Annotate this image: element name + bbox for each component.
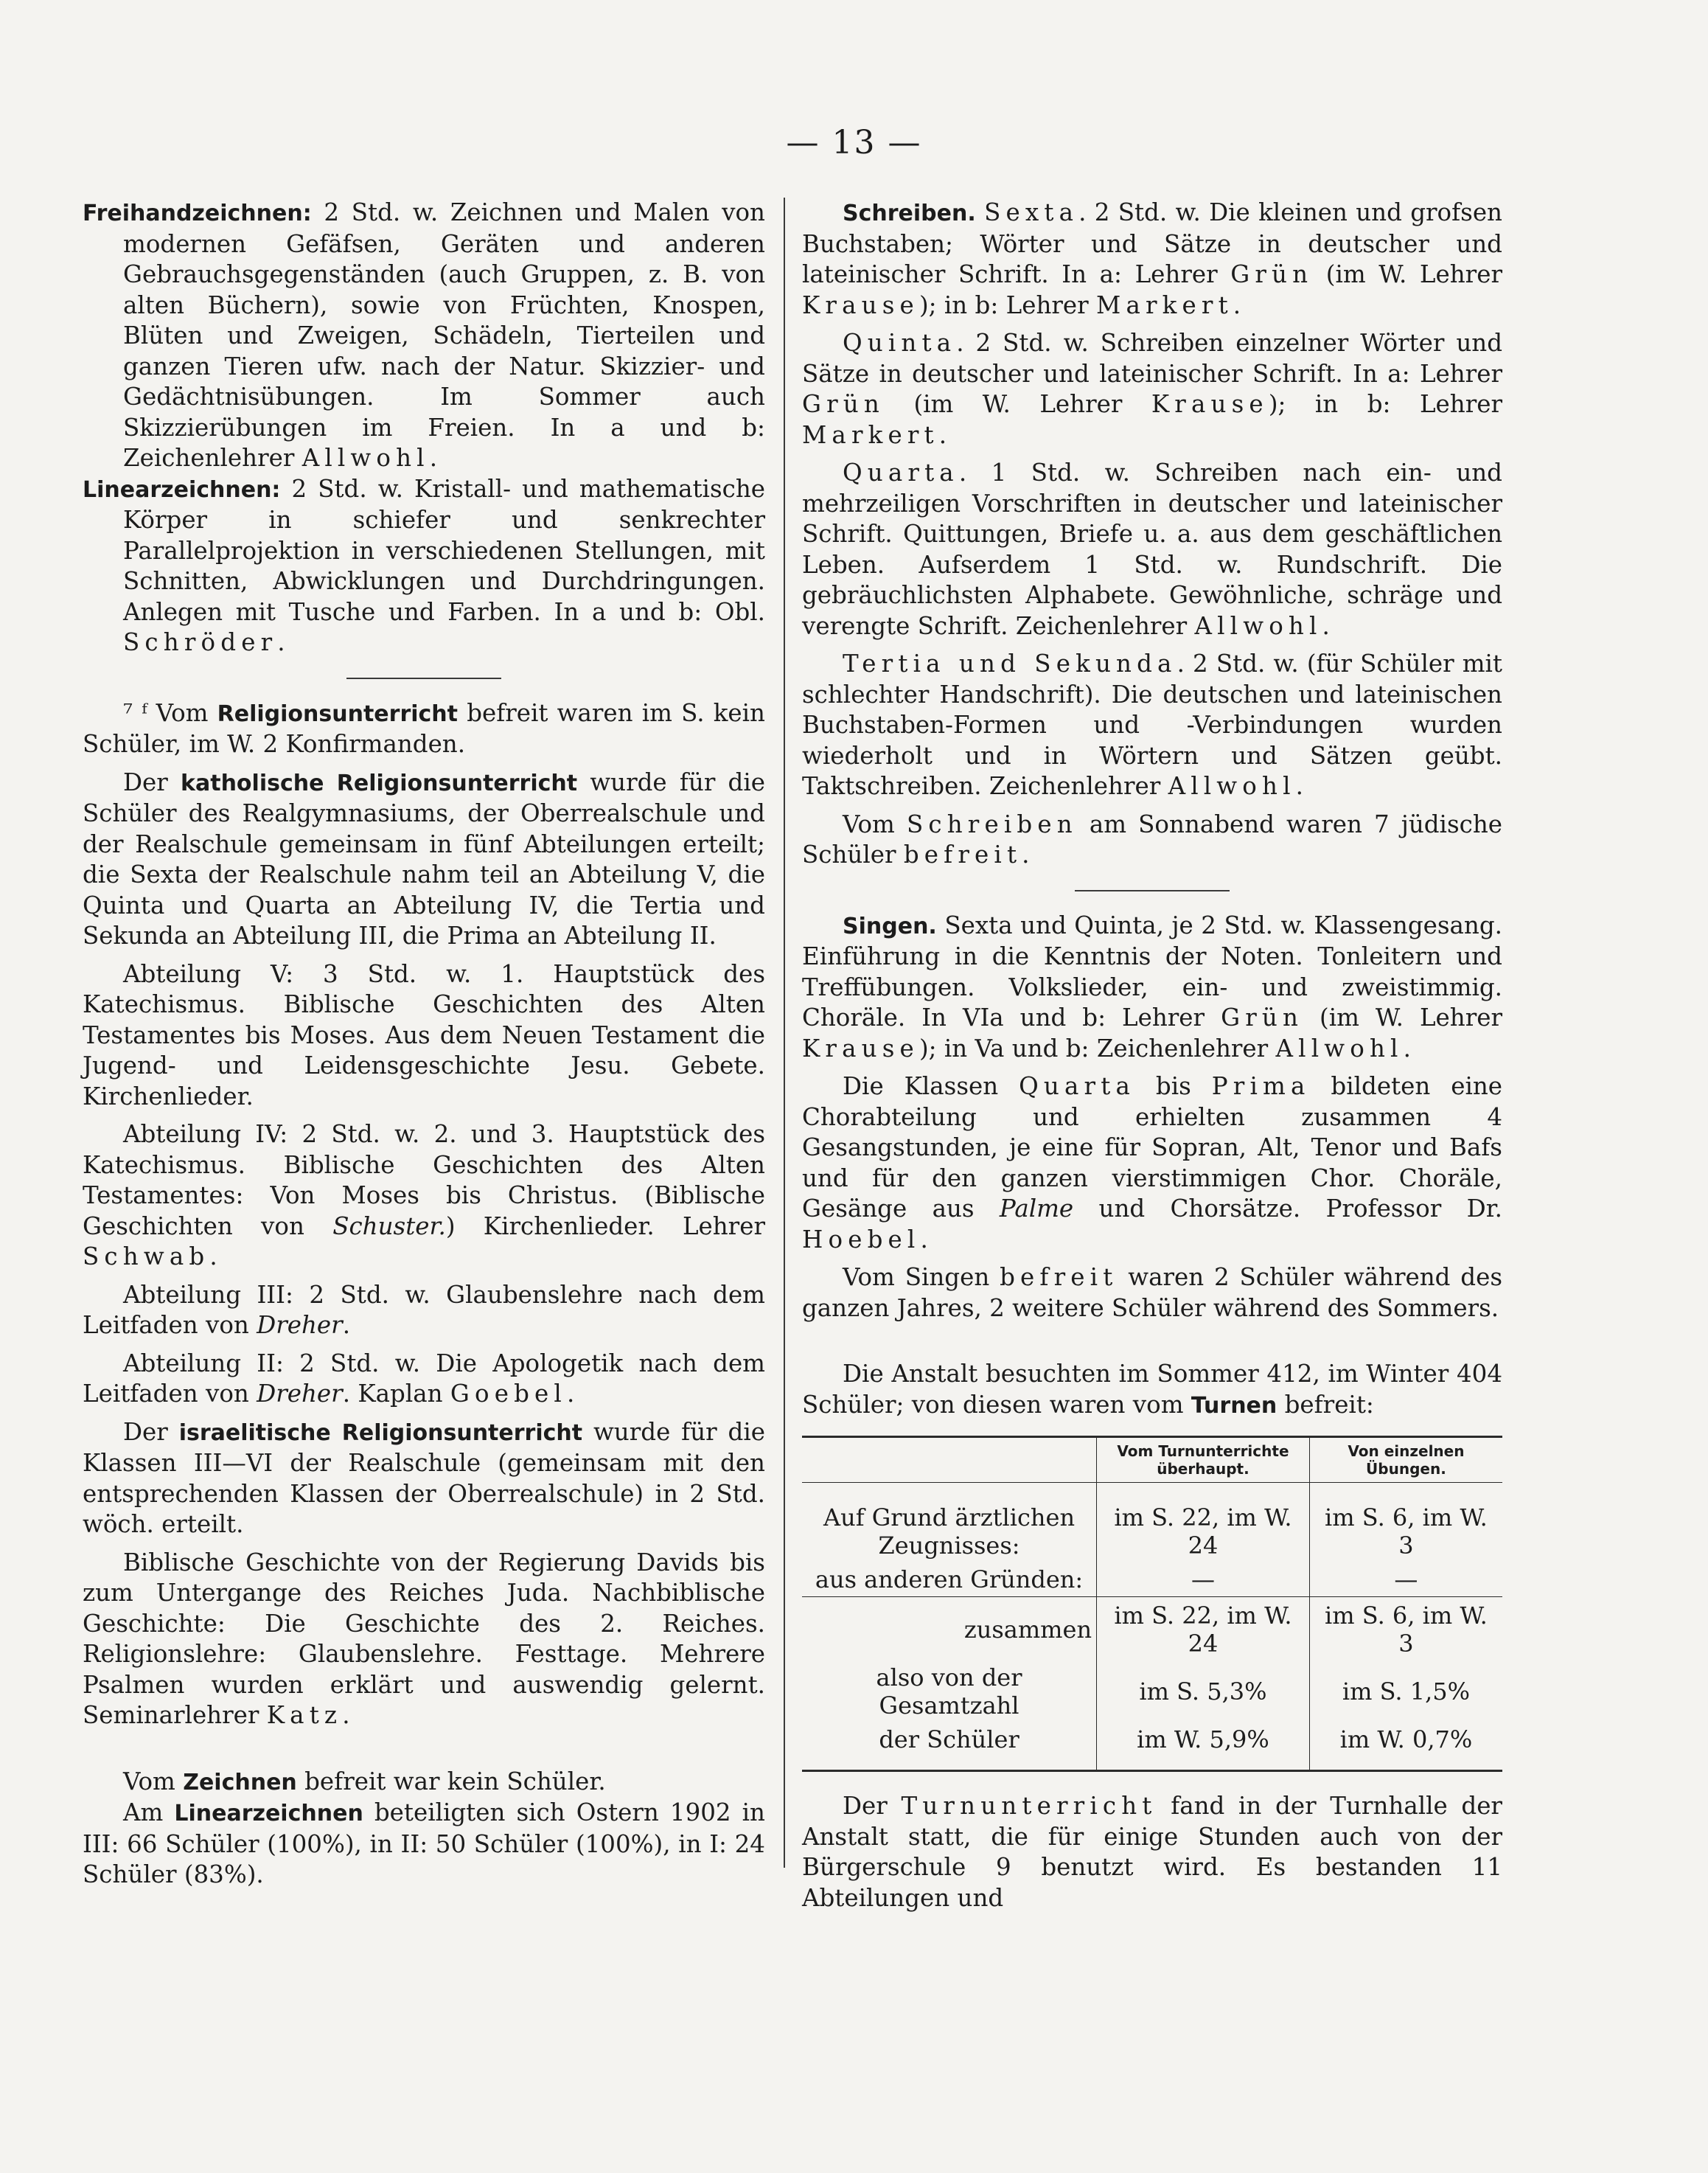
right-column — [802, 198, 1502, 1913]
table-cell: zusammen — [963, 1616, 1092, 1644]
table-cell: der Schüler — [879, 1725, 1019, 1753]
table-row — [802, 1562, 1502, 1597]
turnen-befreit-table — [802, 1436, 1502, 1772]
freihandzeichnen-heading: Freihandzeichnen: — [83, 201, 312, 226]
singen-heading: Singen. — [843, 913, 937, 939]
abteilung-iii-paragraph: Abteilung III: 2 Std. w. Glaubenslehre nach dem Leitfaden von Dreher. — [83, 1280, 765, 1339]
table-cell: im S. 22, im W. 24 — [1097, 1483, 1310, 1563]
religion-befreit-paragraph: ⁷ ᶠ Vom Religionsunterricht befreit waren im S. kein Schüler, im W. 2 Konfirmanden. — [83, 698, 765, 758]
israelitisch-paragraph: Der israelitische Religionsunterricht wurde für die Klassen III—VI der Realschule (gemeinsam mit den entsprechenden Klassen der Oberrealschule) in 2 Std. wöch. erteilt. — [83, 1417, 765, 1538]
abteilung-iv-paragraph: Abteilung IV: 2 Std. w. 2. und 3. Hauptstück des Katechismus. Biblische Geschichten des Alten Testamentes: Von Moses bis Christus. (Biblische Geschichten von Schuster.) Kirchenlieder. Lehrer Schwab. — [83, 1120, 765, 1270]
schreiben-heading: Schreiben. — [843, 201, 976, 226]
linearzeichnen-beteiligt-paragraph: Am Linearzeichnen beteiligten sich Ostern 1902 in III: 66 Schüler (100%), in II: 50 Schüler (100%), in I: 24 Schüler (83%). — [83, 1798, 765, 1888]
table-header-row — [802, 1437, 1502, 1483]
singen-paragraph: Singen. Sexta und Quinta, je 2 Std. w. Klassengesang. Einführung in die Kenntnis der Noten. Tonleitern und Treffübungen. Volkslieder, ein- und zweistimmig. Choräle. In VIa und b: Lehrer Grün (im W. Lehrer Krause); in Va und b: Zeichenlehrer Allwohl. — [802, 911, 1502, 1063]
biblische-geschichte-paragraph: Biblische Geschichte von der Regierung Davids bis zum Untergange des Reiches Juda. Nachbiblische Geschichte: Die Geschichte des 2. Reiches. Religionslehre: Glaubenslehre. Festtage. Mehrere Psalmen wurden erklärt und auswendig gelernt. Seminarlehrer Katz. — [83, 1548, 765, 1729]
singen-befreit-paragraph: Vom Singen befreit waren 2 Schüler während des ganzen Jahres, 2 weitere Schüler während des Sommers. — [802, 1263, 1502, 1322]
freihandzeichnen-paragraph: Freihandzeichnen: 2 Std. w. Zeichnen und Malen von modernen Gefäfsen, Geräten und anderen Gebrauchsgegenständen (auch Gruppen, z. B. von alten Büchern), sowie von Früchten, Knospen, Blüten und Zweigen, Schädeln, Tierteilen und ganzen Tieren ufw. nach der Natur. Skizzier- und Gedächtnisübungen. Im Sommer auch Skizzierübungen im Freien. In a und b: Zeichenlehrer Allwohl. — [83, 198, 765, 472]
section-rule — [1075, 890, 1230, 891]
table-row — [802, 1661, 1502, 1722]
table-cell: im S. 5,3% — [1097, 1661, 1310, 1722]
schreiben-befreit-paragraph: Vom Schreiben am Sonnabend waren 7 jüdische Schüler befreit. — [802, 810, 1502, 869]
turnunterricht-paragraph: Der Turnunterricht fand in der Turnhalle der Anstalt statt, die für einige Stunden auch von der Bürgerschule 9 benutzt wird. Es bestanden 11 Abteilungen und — [802, 1792, 1502, 1912]
katholisch-paragraph: Der katholische Religionsunterricht wurde für die Schüler des Realgymnasiums, der Oberrealschule und der Realschule gemeinsam in fünf Abteilungen erteilt; die Sexta der Realschule nahm teil an Abteilung V, die Quinta und Quarta an Abteilung IV, die Tertia und Sekunda an Abteilung III, die Prima an Abteilung II. — [83, 768, 765, 950]
linearzeichnen-heading: Linearzeichnen: — [83, 476, 281, 503]
schreiben-tertia-paragraph: Tertia und Sekunda. 2 Std. w. (für Schüler mit schlechter Handschrift). Die deutschen und lateinischen Buchstaben-Formen und -Verbindungen wurden wiederholt und in Wörtern und Sätzen geübt. Taktschreiben. Zeichenlehrer Allwohl. — [802, 650, 1502, 800]
table-cell: Auf Grund ärztlichen Zeugnisses: — [823, 1503, 1076, 1560]
table-row — [802, 1722, 1502, 1771]
left-column — [83, 198, 765, 1891]
schreiben-quinta-paragraph: Quinta. 2 Std. w. Schreiben einzelner Wörter und Sätze in deutscher und lateinischer Schrift. In a: Lehrer Grün (im W. Lehrer Krause); in b: Lehrer Markert. — [802, 329, 1502, 449]
table-cell: — — [1097, 1562, 1310, 1597]
table-cell: im S. 6, im W. 3 — [1309, 1483, 1502, 1563]
table-cell: im W. 5,9% — [1097, 1722, 1310, 1771]
section-rule — [346, 678, 501, 679]
table-cell: im W. 0,7% — [1309, 1722, 1502, 1771]
table-cell: im S. 1,5% — [1309, 1661, 1502, 1722]
table-row — [802, 1597, 1502, 1661]
anstalt-paragraph: Die Anstalt besuchten im Sommer 412, im Winter 404 Schüler; von diesen waren vom Turnen befreit: — [802, 1360, 1502, 1419]
table-header-cell: Vom Turnunterrichte überhaupt. — [1097, 1437, 1310, 1483]
chor-paragraph: Die Klassen Quarta bis Prima bildeten eine Chorabteilung und erhielten zusammen 4 Gesangstunden, je eine für Sopran, Alt, Tenor und Bafs und für den ganzen vierstimmigen Chor. Choräle, Gesänge aus Palme und Chorsätze. Professor Dr. Hoebel. — [802, 1072, 1503, 1254]
abteilung-ii-paragraph: Abteilung II: 2 Std. w. Die Apologetik nach dem Leitfaden von Dreher. Kaplan Goebel. — [83, 1349, 765, 1408]
table-header-cell: Von einzelnen Übungen. — [1309, 1437, 1502, 1483]
column-divider — [784, 198, 785, 1868]
schreiben-quarta-paragraph: Quarta. 1 Std. w. Schreiben nach ein- und mehrzeiligen Vorschriften in deutscher und lateinischer Schrift. Quittungen, Briefe u. a. aus dem geschäftlichen Leben. Aufserdem 1 Std. w. Rundschrift. Die gebräuchlichsten Alphabete. Gewöhnliche, schräge und verengte Schrift. Zeichenlehrer Allwohl. — [802, 459, 1502, 640]
table-cell: im S. 6, im W. 3 — [1309, 1597, 1502, 1661]
table-cell: — — [1309, 1562, 1502, 1597]
table-header-cell — [802, 1437, 1097, 1483]
page-number: — 13 — — [786, 124, 922, 161]
table-cell: aus anderen Gründen: — [815, 1565, 1084, 1593]
table-row — [802, 1483, 1502, 1563]
zeichnen-befreit-paragraph: Vom Zeichnen befreit war kein Schüler. — [123, 1767, 606, 1795]
table-cell: also von der Gesamtzahl — [876, 1663, 1022, 1720]
schreiben-sexta-paragraph: Schreiben. Sexta. 2 Std. w. Die kleinen und grofsen Buchstaben; Wörter und Sätze in deutscher und lateinischer Schrift. In a: Lehrer Grün (im W. Lehrer Krause); in b: Lehrer Markert. — [802, 198, 1502, 319]
table-cell: im S. 22, im W. 24 — [1097, 1597, 1310, 1661]
linearzeichnen-paragraph: Linearzeichnen: 2 Std. w. Kristall- und mathematische Körper in schiefer und senkrechter Parallelprojektion in verschiedenen Stellungen, mit Schnitten, Abwicklungen und Durchdringungen. Anlegen mit Tusche und Farben. In a und b: Obl. Schröder. — [83, 474, 765, 656]
abteilung-v-paragraph: Abteilung V: 3 Std. w. 1. Hauptstück des Katechismus. Biblische Geschichten des Alten Testamentes bis Moses. Aus dem Neuen Testament die Jugend- und Leidensgeschichte Jesu. Gebete. Kirchenlieder. — [83, 959, 765, 1110]
